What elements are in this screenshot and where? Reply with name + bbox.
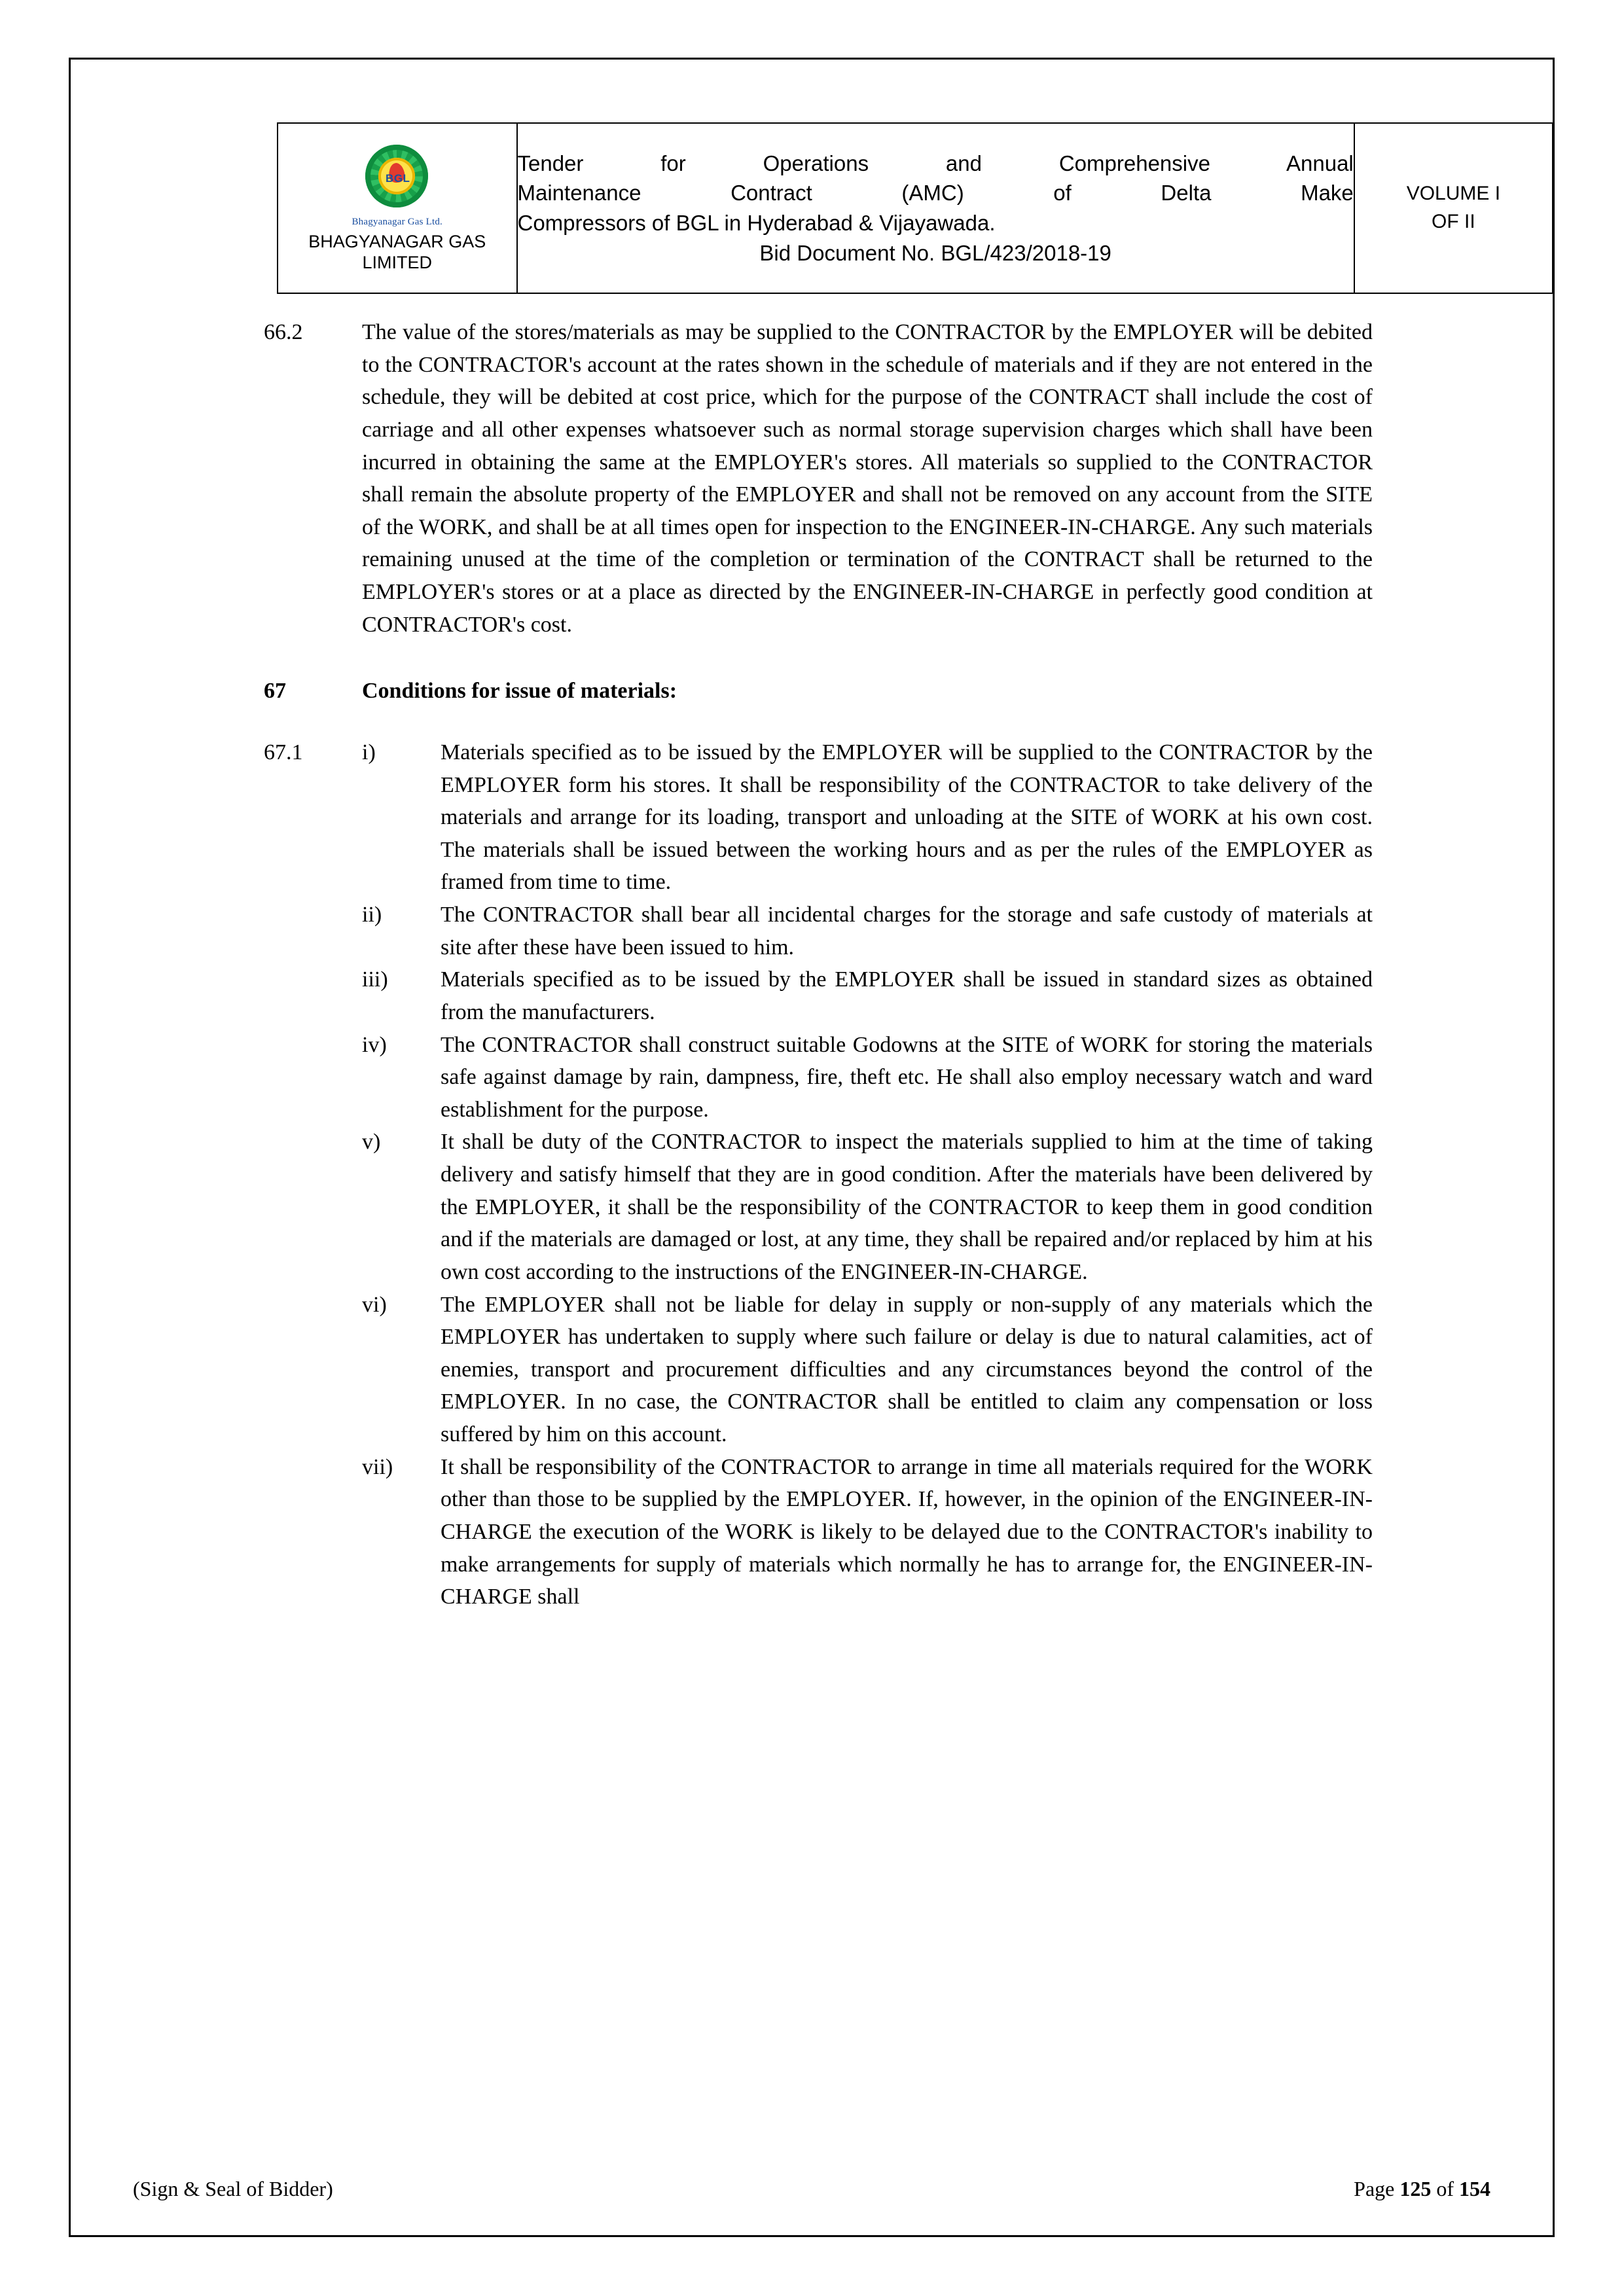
header-volume-line-1: VOLUME I — [1406, 183, 1501, 205]
list-item-text: The CONTRACTOR shall bear all incidental charges for the storage and safe custody of materials at site after these have been issued to him. — [441, 903, 1373, 960]
list-item-text: It shall be responsibility of the CONTRACTOR to arrange in time all materials required for the WORK other than those to be supplied by the EMPLOYER. If, however, in the opinion of the ENGINEER-IN-CHARGE the execution of the WORK is likely to be delayed due to the CONTRACTOR's inability to make arrangements for supply of materials which normally he has to arrange for, the ENGINEER-IN-CHARGE shall — [441, 1454, 1373, 1609]
list-item-label: ii) — [362, 903, 382, 927]
list-item-label: i) — [362, 740, 376, 764]
clause-66-2 — [264, 316, 1373, 641]
heading-67-text: Conditions for issue of materials: — [362, 679, 677, 704]
list-item — [362, 1126, 1373, 1288]
bgl-logo-icon — [348, 143, 446, 215]
page-header-table — [277, 122, 1553, 294]
header-volume-cell — [1354, 123, 1553, 293]
header-volume-line-2: OF II — [1432, 211, 1475, 232]
list-item-text: Materials specified as to be issued by the EMPLOYER shall be issued in standard sizes as obtained from the manufacturers. — [441, 967, 1373, 1024]
list-item — [362, 963, 1373, 1028]
header-title-line-3: Compressors of BGL in Hyderabad & Vijayawada. — [517, 211, 996, 235]
header-title-line-2: Maintenance Contract (AMC) of Delta Make — [517, 181, 1354, 206]
list-item — [362, 1451, 1373, 1613]
clause-66-2-number: 66.2 — [264, 320, 303, 344]
page-content — [264, 316, 1373, 1613]
clause-67-1 — [264, 736, 1373, 1613]
footer-of-word: of — [1436, 2177, 1454, 2200]
list-item — [362, 1289, 1373, 1451]
header-title-cell — [517, 123, 1354, 293]
list-item — [362, 1029, 1373, 1126]
document-page — [69, 58, 1555, 2237]
footer-current-page: 125 — [1399, 2177, 1432, 2200]
list-item-label: vii) — [362, 1454, 393, 1479]
header-logo-cell — [278, 123, 517, 293]
list-item-text: Materials specified as to be issued by the EMPLOYER will be supplied to the CONTRACTOR by the EMPLOYER form his stores. It shall be responsibility of the CONTRACTOR to take delivery of the materials and arrange for its loading, transport and unloading at the SITE of WORK at his own cost. The materials shall be issued between the working hours and as per the rules of the EMPLOYER as framed from time to time. — [441, 740, 1373, 895]
logo-company-line2: LIMITED — [362, 252, 432, 272]
list-item-label: v) — [362, 1130, 381, 1155]
logo-tagline: Bhagyanagar Gas Ltd. — [352, 216, 443, 227]
header-bid-document-number: Bid Document No. BGL/423/2018-19 — [759, 240, 1111, 265]
list-item-text: It shall be duty of the CONTRACTOR to inspect the materials supplied to him at the time of taking delivery and satisfy himself that they are in good condition. After the materials have been delivered by the EMPLOYER, it shall be the responsibility of the CONTRACTOR to keep them in good condition and if the materials are damaged or lost, at any time, they shall be repaired and/or replaced by him at his own cost according to the instructions of the ENGINEER-IN-CHARGE. — [441, 1130, 1373, 1284]
page-footer — [133, 2177, 1490, 2201]
footer-total-pages: 154 — [1459, 2177, 1490, 2200]
list-item-label: iv) — [362, 1032, 387, 1057]
footer-page-number — [1354, 2177, 1490, 2201]
logo-mark-text: BGL — [386, 171, 410, 185]
footer-sign-seal: (Sign & Seal of Bidder) — [133, 2177, 333, 2200]
list-item-text: The EMPLOYER shall not be liable for delay in supply or non-supply of any materials which the EMPLOYER has undertaken to supply where such failure or delay is due to natural calamities, act of enemies, transport and procurement difficulties and any circumstances beyond the control of the EMPLOYER. In no case, the CONTRACTOR shall be entitled to claim any compensation or loss suffered by him on this account. — [441, 1292, 1373, 1446]
heading-67-number: 67 — [264, 679, 286, 704]
clause-66-2-text: The value of the stores/materials as may be supplied to the CONTRACTOR by the EMPLOYER will be debited to the CONTRACTOR's account at the rates shown in the schedule of materials and if they are not entered in the schedule, they will be debited at cost price, which for the purpose of the CONTRACT shall include the cost of carriage and all other expenses whatsoever such as normal storage supervision charges which shall have been incurred in obtaining the same at the EMPLOYER's stores. All materials so supplied to the CONTRACTOR shall remain the absolute property of the EMPLOYER and shall not be removed on any account from the SITE of the WORK, and shall be at all times open for inspection to the ENGINEER-IN-CHARGE. Any such materials remaining unused at the time of the completion or termination of the CONTRACT shall be returned to the EMPLOYER's stores or at a place as directed by the ENGINEER-IN-CHARGE in perfectly good condition at CONTRACTOR's cost. — [362, 320, 1373, 637]
clause-67-1-number: 67.1 — [264, 740, 303, 764]
list-item — [362, 736, 1373, 899]
list-item — [362, 899, 1373, 963]
logo-company-line1: BHAGYANAGAR GAS — [308, 231, 486, 251]
list-item-text: The CONTRACTOR shall construct suitable Godowns at the SITE of WORK for storing the materials safe against damage by rain, dampness, fire, theft etc. He shall also employ necessary watch and ward establishment for the purpose. — [441, 1032, 1373, 1122]
list-item-label: vi) — [362, 1292, 387, 1317]
heading-67 — [264, 675, 1373, 708]
list-item-label: iii) — [362, 967, 388, 992]
header-title-line-1: Tender for Operations and Comprehensive Annual — [517, 151, 1354, 175]
footer-page-word: Page — [1354, 2177, 1395, 2200]
clause-67-1-list — [362, 736, 1373, 1613]
